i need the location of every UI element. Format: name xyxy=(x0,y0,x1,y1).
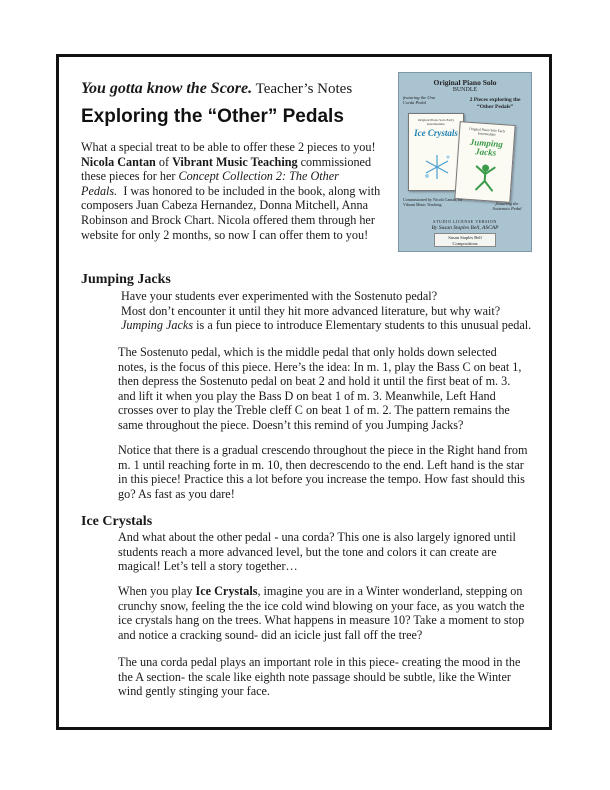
intro-sentence-1: What a special treat to be able to offer these 2 pieces to you! xyxy=(81,140,376,154)
book1-name: Ice Crystals xyxy=(414,128,458,138)
jumping-line-3 xyxy=(121,318,541,333)
cover-bundle: BUNDLE xyxy=(452,87,478,93)
cover-title: Original Piano Solo xyxy=(433,78,497,87)
book1-head: Original Piano Solo Early Intermediate xyxy=(417,118,455,126)
cover-license: STUDIO LICENSE VERSION xyxy=(433,219,497,224)
jumping-figure-illustration xyxy=(466,161,504,193)
bundle-cover-image xyxy=(398,72,532,252)
jumping-paragraph-2: The Sostenuto pedal, which is the middle pedal that only holds down selected notes, is the focus of this piece. Here’s the idea: In m. 1, play the Bass C on beat 1, then depress the Sostenuto pedal on beat 2 and hold it until the first beat of m. 3. and lift it when you play the Bass D on beat 1 of m. 3. Meanwhile, Left Hand crosses over to play the Treble cleff C on beat 1 of m. 2. The pattern remains the same throughout the piece. Doesn’t this remind of you Jumping Jacks? xyxy=(118,345,522,432)
ice-p2-start: When you play xyxy=(118,584,193,598)
ice-paragraph-3: The una corda pedal plays an important role in this piece- creating the mood in the the A section- the scale like eighth note passage should be subtle, like the Winter wind gently stinging your face. xyxy=(118,655,521,699)
cover-author: By Susan Staples Bell, ASCAP xyxy=(431,225,499,231)
cover-commission: Commissioned by Nicola Cantan, for Vibrant Music Teaching xyxy=(403,197,463,207)
heading-ice-crystals: Ice Crystals xyxy=(81,514,153,529)
cover-comp-line2: Compositions xyxy=(452,240,478,246)
intro-of: of xyxy=(158,154,170,169)
book2-name: Jumping Jacks xyxy=(469,136,504,158)
cover-pieces-note: 2 Pieces exploring the “Other Pedals” xyxy=(469,97,521,110)
cover-una-corda-note: featuring the Una Corda Pedal xyxy=(403,95,435,105)
cover-comp-line1: Susan Staples Bell xyxy=(448,235,482,240)
ice-paragraph-2 xyxy=(118,584,528,642)
jumping-line-2: Most don’t encounter it until they hit more advanced literature, but why wait? xyxy=(121,303,501,318)
intro-rest: I was honored to be included in the book, along with composers Juan Cabeza Hernandez, Donna Mitchell, Anna Robinson and Brock Chart. Nicola offered them through her website for only 2 months, so now I can offer them to you! xyxy=(81,183,381,242)
jumping-title-inline: Jumping Jacks xyxy=(121,318,194,333)
jumping-line-1: Have your students ever experimented with the Sostenuto pedal? xyxy=(121,289,438,303)
intro-commissioned: commissioned these pieces for her xyxy=(81,154,372,184)
header-line xyxy=(81,80,352,98)
snowflake-illustration xyxy=(419,152,455,182)
jumping-paragraph-3: Notice that there is a gradual crescendo throughout the piece in the Right hand from m. 1 until reaching forte in m. 10, then decrescendo to the end. Left hand is the star in this piece! Practice this a lot before you increase the tempo. How fast should this go? As fast as you dare! xyxy=(118,443,528,501)
ice-paragraph-1: And what about the other pedal - una corda? This one is also largely ignored until students reach a more advanced level, but the tone and colors it can create are magical! Let’s tell a story together… xyxy=(118,530,516,574)
book-title: Concept Collection 2: The Other Pedals. xyxy=(81,169,339,198)
ice-p2-rest: , imagine you are in a Winter wonderland, stepping on crunchy snow, feeling the the ice cold wind blowing on your face, as you watch the ice crystals hang on the trees. What happens in measure 10? Take a moment to stop and notice a cracking sound- did an icicle just fall off the tree? xyxy=(118,584,525,642)
header-subtitle: Teacher’s Notes xyxy=(255,81,353,97)
cover-publisher-logo xyxy=(434,233,496,247)
heading-jumping-jacks: Jumping Jacks xyxy=(81,272,171,287)
book2-head: Original Piano Solo Early Intermediate xyxy=(468,126,506,137)
book-cover-jumping-jacks xyxy=(454,121,515,203)
jumping-line-3-rest: is a fun piece to introduce Elementary students to this unusual pedal. xyxy=(196,318,532,333)
ice-title-inline: Ice Crystals xyxy=(195,584,258,598)
jumping-intro xyxy=(121,289,541,333)
author-name: Nicola Cantan xyxy=(81,154,156,169)
brand-title: You gotta know the Score. xyxy=(81,80,253,97)
cover-sostenuto-note: featuring the Sostenuto Pedal xyxy=(492,201,522,211)
intro-paragraph xyxy=(81,140,381,242)
page-title: Exploring the “Other” Pedals xyxy=(81,106,344,127)
org-name: Vibrant Music Teaching xyxy=(172,154,298,169)
